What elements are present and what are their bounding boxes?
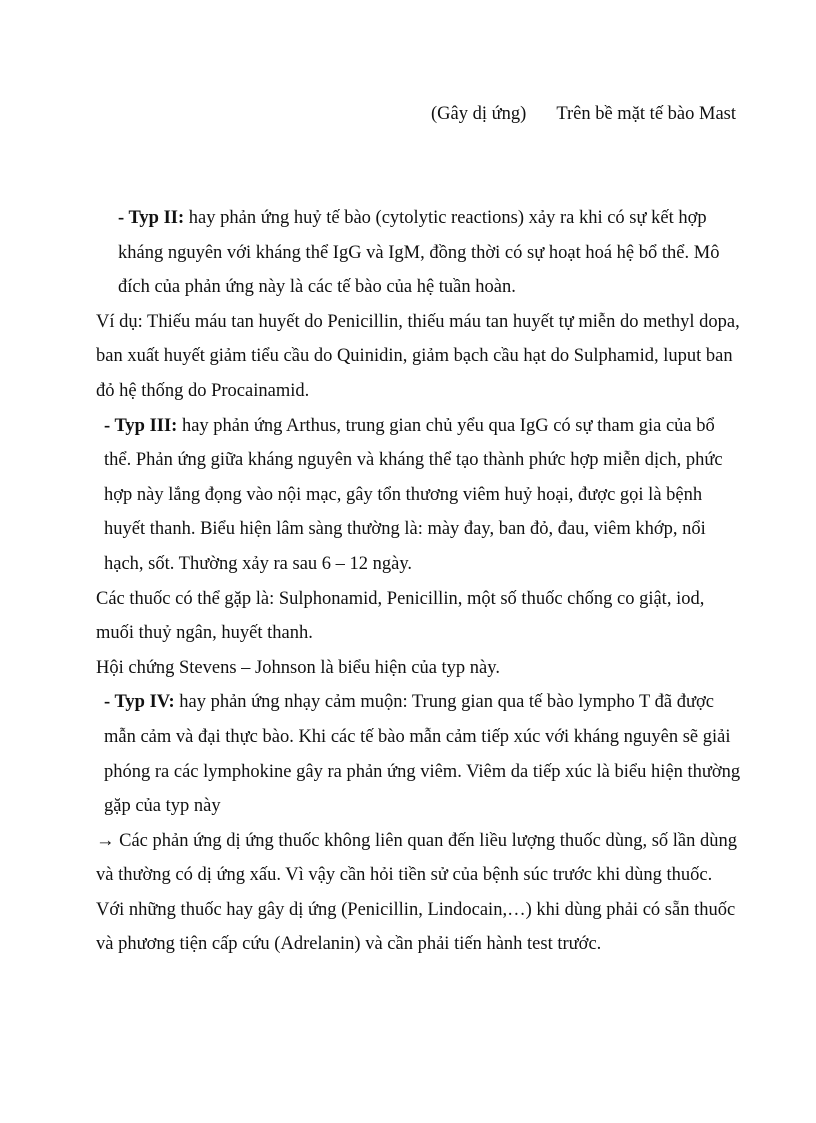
typ2-paragraph	[96, 201, 744, 305]
table-fragment-line	[96, 101, 736, 127]
typ3-drugs-paragraph: Các thuốc có thể gặp là: Sulphonamid, Penicillin, một số thuốc chống co giật, iod, muối thuỷ ngân, huyết thanh.	[96, 588, 705, 644]
typ4-text: hay phản ứng nhạy cảm muộn: Trung gian qua tế bào lympho T đã được mẫn cảm và đại thực bào. Khi các tế bào mẫn cảm tiếp xúc với kháng nguyên sẽ giải phóng ra các lymphokine gây ra phản ứng viêm. Viêm da tiếp xúc là biểu hiện thường gặp của typ này	[104, 692, 741, 817]
typ2-example-paragraph: Ví dụ: Thiếu máu tan huyết do Penicillin, thiếu máu tan huyết tự miễn do methyl dopa, ban xuất huyết giảm tiểu cầu do Quinidin, giảm bạch cầu hạt do Sulphamid, luput ban đỏ hệ thống do Procainamid.	[96, 311, 740, 401]
typ4-paragraph	[96, 685, 744, 823]
typ2-text: hay phản ứng huỷ tế bào (cytolytic reactions) xảy ra khi có sự kết hợp kháng nguyên với kháng thể IgG và IgM, đồng thời có sự hoạt hoá hệ bổ thể. Mô đích của phản ứng này là các tế bào của hệ tuần hoàn.	[118, 208, 720, 298]
typ3-label: - Typ III:	[104, 415, 178, 436]
document-body	[96, 201, 744, 962]
allergy-cause-cell: (Gây dị ứng)	[431, 104, 527, 124]
typ2-label: - Typ II:	[118, 208, 185, 228]
typ3-paragraph	[96, 409, 744, 582]
conclusion-paragraph: → Các phản ứng dị ứng thuốc không liên quan đến liều lượng thuốc dùng, số lần dùng và thường có dị ứng xấu. Vì vậy cần hỏi tiền sử của bệnh súc trước khi dùng thuốc. Với những thuốc hay gây dị ứng (Penicillin, Lindocain,…) khi dùng phải có sẵn thuốc và phương tiện cấp cứu (Adrelanin) và cần phải tiến hành test trước.	[96, 830, 738, 955]
mast-cell-surface-cell: Trên bề mặt tế bào Mast	[556, 104, 736, 124]
typ3-syndrome-paragraph: Hội chứng Stevens – Johnson là biểu hiện của typ này.	[96, 657, 500, 678]
typ3-text: hay phản ứng Arthus, trung gian chủ yểu qua IgG có sự tham gia của bổ thể. Phản ứng giữa kháng nguyên và kháng thể tạo thành phức hợp miễn dịch, phức hợp này lắng đọng vào nội mạc, gây tổn thương viêm huỷ hoại, được gọi là bệnh huyết thanh. Biểu hiện lâm sàng thường là: mày đay, ban đỏ, đau, viêm khớp, nổi hạch, sốt. Thường xảy ra sau 6 – 12 ngày.	[104, 415, 723, 574]
typ4-label: - Typ IV:	[104, 692, 175, 713]
